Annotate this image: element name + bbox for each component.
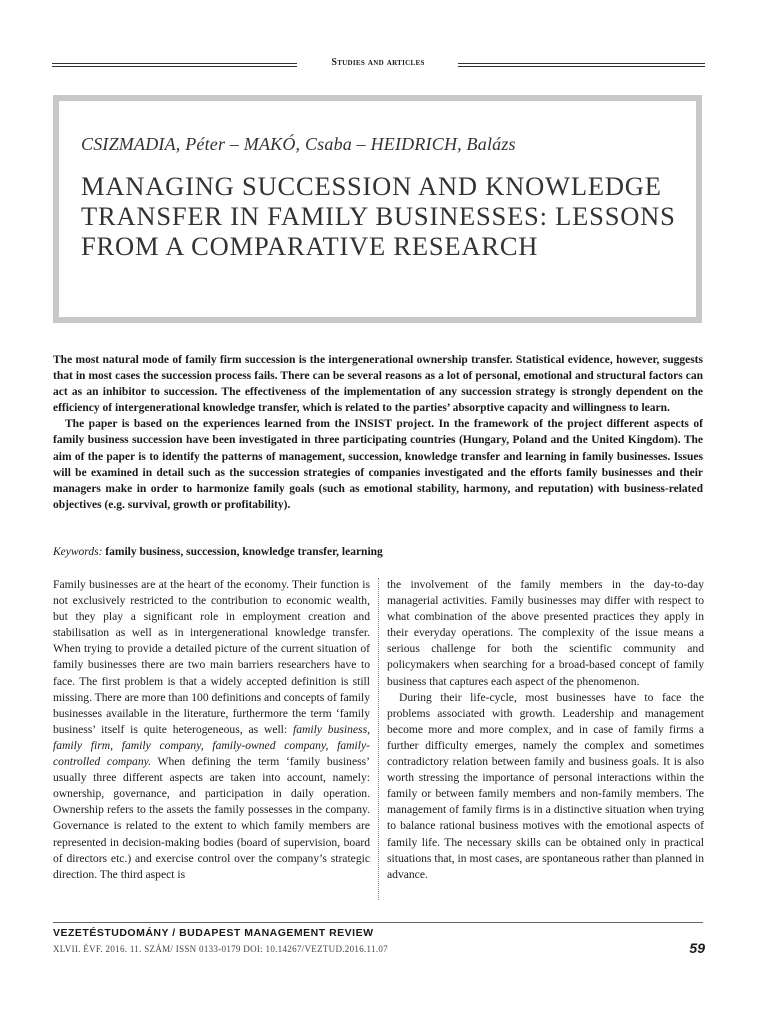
footer-rule bbox=[53, 922, 703, 923]
body-paragraph bbox=[53, 577, 370, 883]
keywords bbox=[53, 546, 383, 558]
abstract-paragraph-1: The most natural mode of family firm succession is the intergenerational ownership transfer. Statistical evidence, however, suggests that in most cases the succession process fails. There can be several reasons as a lot of personal, emotional and structural factors can act as an inhibitor to succession. The effectiveness of the implementation of any succession strategy is strongly dependent on the efficiency of intergenerational knowledge transfer, which is related to the parties’ absorptive capacity and willingness to learn. bbox=[53, 354, 703, 415]
body-paragraph: the involvement of the family members in the day-to-day managerial activities. Family businesses may differ with respect to what combination of the above presented practices they apply in their everyday operations. The complexity of the issue means a serious challenge for both the scientific community and policymakers when searching for a broad-based concept of family business that captures each aspect of the phenomenon. bbox=[387, 578, 704, 688]
article-title: MANAGING SUCCESSION AND KNOWLEDGE TRANSFER IN FAMILY BUSINESSES: LESSONS FROM A COMPARATIVE RESEARCH bbox=[81, 171, 676, 261]
body-text: Family businesses are at the heart of the economy. Their function is not exclusively restricted to the contribution to economic wealth, but they play a significant role in employment creation and stabilisation as well as in intergenerational knowledge transfer. When trying to provide a detailed picture of the current situation of family businesses there are two main barriers researchers have to face. The first problem is that a widely accepted definition is still missing. There are more than 100 definitions and concepts of family businesses available in the literature, furthermore the term ‘family business’ itself is quite heterogeneous, as well: bbox=[53, 578, 370, 736]
header-rule-left bbox=[52, 63, 297, 67]
authors: CSIZMADIA, Péter – MAKÓ, Csaba – HEIDRICH, Balázs bbox=[81, 134, 516, 154]
keywords-value: family business, succession, knowledge transfer, learning bbox=[105, 546, 383, 558]
title-box bbox=[53, 95, 702, 323]
journal-name: VEZETÉSTUDOMÁNY / BUDAPEST MANAGEMENT REVIEW bbox=[53, 927, 374, 939]
column-divider bbox=[378, 578, 379, 900]
header-rule-right bbox=[458, 63, 705, 67]
issue-info: XLVII. ÉVF. 2016. 11. SZÁM/ ISSN 0133-0179 DOI: 10.14267/VEZTUD.2016.11.07 bbox=[53, 944, 388, 954]
body-paragraph: During their life-cycle, most businesses have to face the problems associated with growth. Leadership and management become more and more complex, and in case of family firms a further difficulty emerges, namely the complex and sometimes contradictory relation between family and business goals. It is also worth stressing the importance of personal interactions within the family or between family members and non-family members. The management of family firms is in a distinctive situation when trying to balance rational business motives with the emotional aspects of family life. The necessary skills can be obtained only in practical situations that, in most cases, are spontaneous rather than planned in advance. bbox=[387, 690, 704, 881]
running-header bbox=[52, 57, 705, 71]
page-number: 59 bbox=[689, 940, 705, 956]
body-italic-terms: family business, family firm, family company, family-owned company, family-controlled company. bbox=[53, 722, 370, 769]
body-column-left bbox=[53, 577, 370, 883]
abstract-paragraph-2: The paper is based on the experiences learned from the INSIST project. In the framework of the project different aspects of family business succession have been investigated in three participating countries (Hungary, Poland and the United Kingdom). The aim of the paper is to identify the patterns of management, succession, knowledge transfer and learning in family businesses. Issues will be examined in detail such as the succession strategies of companies investigated and the efforts family businesses and their managers make in order to harmonize family goals (such as emotional stability, harmony, and reputation) with business-related objectives (e.g. survival, growth or profitability). bbox=[53, 418, 703, 511]
body-column-right bbox=[387, 577, 704, 883]
keywords-label: Keywords: bbox=[53, 546, 103, 558]
abstract bbox=[53, 352, 703, 513]
section-label: Studies and articles bbox=[331, 57, 425, 68]
body-text: When defining the term ‘family business’ usually three different aspects are taken into account, namely: ownership, governance, and participation in daily operation. Ownership refers to the assets the family possesses in the company. Governance is related to the extent to which family members are represented in decision-making bodies (board of supervision, board of directors etc.) and exercise control over the company’s strategic direction. The third aspect is bbox=[53, 755, 370, 881]
